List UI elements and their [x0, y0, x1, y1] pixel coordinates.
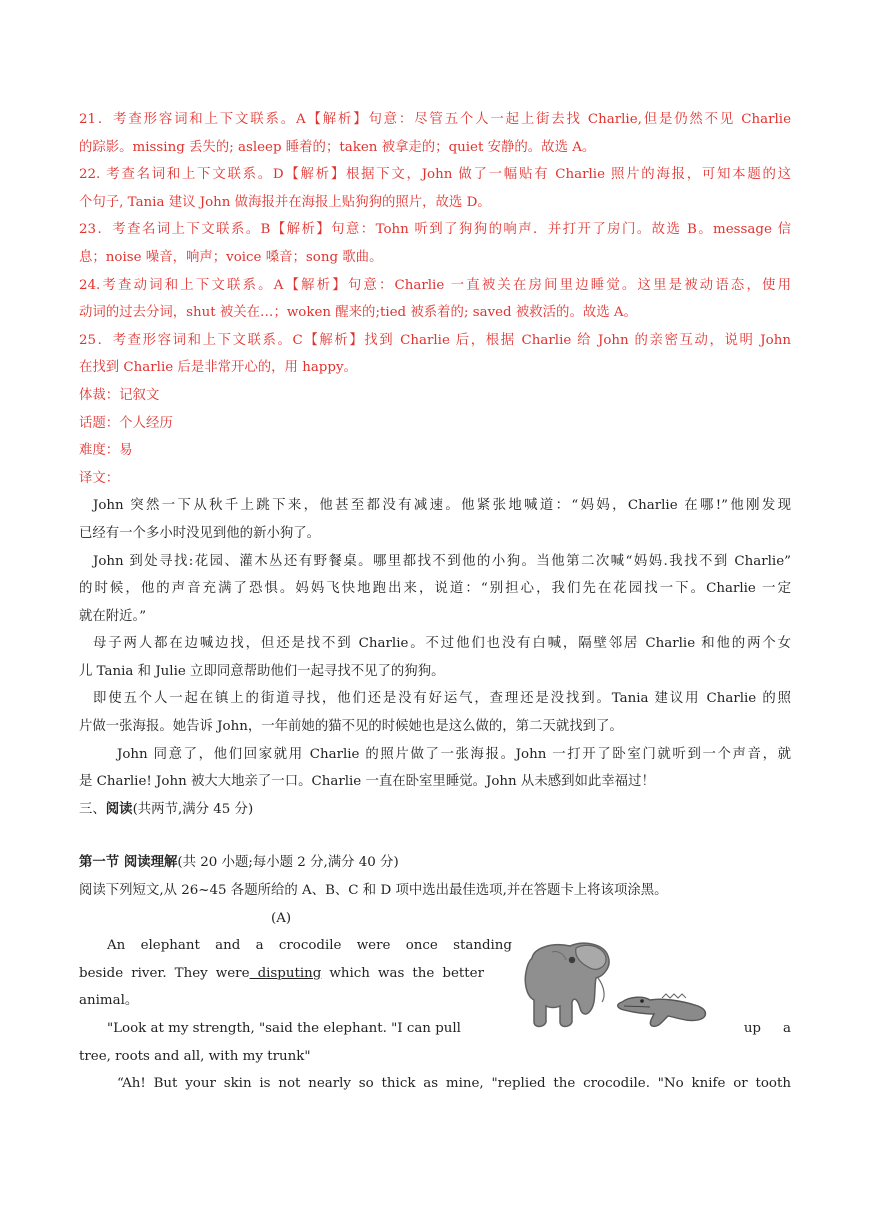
passage-label: (A)	[271, 910, 292, 926]
translation-p5-line2: 是 Charlie! John 被大大地亲了一口。Charlie 一直在卧室里睡觉。John 从未感到如此幸福过！	[79, 774, 655, 790]
translation-p2-line2: 的时候，他的声音充满了恐惧。妈妈飞快地跑出来，说道：“别担心，我们先在花园找一下。Charlie 一定	[79, 581, 791, 597]
translation-p1-line2: 已经有一个多小时没见到他的新小狗了。	[79, 525, 321, 541]
section-one-title: 第一节 阅读理解	[79, 854, 178, 871]
section-one-note: (共 20 小题;每小题 2 分,满分 40 分)	[177, 855, 399, 871]
explanation-21-line2: 的踪影。missing 丢失的; asleep 睡着的；taken 被拿走的；quiet 安静的。故选 A。	[79, 139, 596, 155]
passage-p1-line3: animal。	[79, 993, 139, 1009]
explanation-22-line1: 22. 考查名词和上下文联系。D【解析】根据下文，John 做了一幅贴有 Charlie 照片的海报，可知本题的这	[79, 167, 791, 183]
translation-p4-line2: 片做一张海报。她告诉 John，一年前她的猫不见的时候她也是这么做的，第二天就找到了。	[79, 719, 623, 735]
explanation-25-line1: 25．考查形容词和上下文联系。C【解析】找到 Charlie 后，根据 Charlie 给 John 的亲密互动，说明 John	[79, 332, 791, 348]
section-one-heading	[79, 849, 791, 877]
translation-text	[79, 492, 791, 796]
translation-p2-line1: John 到处寻找:花园、灌木丛还有野餐桌。哪里都找不到他的小狗。当他第二次喊“妈妈.我找不到 Charlie”	[93, 553, 791, 569]
section-three-heading	[79, 796, 791, 824]
explanation-25-line2: 在找到 Charlie 后是非常开心的，用 happy。	[79, 360, 357, 376]
section-three-prefix: 三、	[79, 801, 106, 817]
translation-p4-line1: 即使五个人一起在镇上的街道寻找，他们还是没有好运气，查理还是没找到。Tania 建议用 Charlie 的照	[93, 691, 791, 707]
section-three-title: 阅读	[105, 800, 133, 817]
passage-p2-word-a: a	[783, 1021, 791, 1036]
translation-p5-line1: John 同意了，他们回家就用 Charlie 的照片做了一张海报。John 一打开了卧室门就听到一个声音，就	[117, 746, 791, 762]
passage-p1-line2-end: which was the better	[321, 965, 484, 981]
answer-explanations	[79, 106, 791, 382]
genre-label: 体裁：记叙文	[79, 387, 160, 403]
disputing-underlined-word: disputing	[249, 965, 322, 981]
translation-p1-line1: John 突然一下从秋千上跳下来，他甚至都没有减速。他紧张地喊道：“妈妈，Charlie 在哪!”他刚发现	[93, 498, 791, 514]
explanation-24-line1: 24.考查动词和上下文联系。A【解析】句意：Charlie 一直被关在房间里边睡觉。这里是被动语态，使用	[79, 277, 791, 293]
elephant-crocodile-illustration	[512, 930, 712, 1040]
translation-p3-line1: 母子两人都在边喊边找，但还是找不到 Charlie。不过他们也没有白喊，隔壁邻居 Charlie 和他的两个女	[93, 636, 791, 652]
passage-p2-line1-start: "Look at my strength, "said the elephant. "I can pull	[107, 1021, 461, 1036]
explanation-21-line1: 21．考查形容词和上下文联系。A【解析】句意：尽管五个人一起上街去找 Charlie,但是仍然不见 Charlie	[79, 112, 791, 127]
elephant-icon	[525, 943, 609, 1026]
explanation-23-line2: 息；noise 噪音，响声；voice 嗓音；song 歌曲。	[79, 249, 383, 265]
passage-p2-line2: tree, roots and all, with my trunk"	[79, 1048, 311, 1064]
passage-meta	[79, 382, 791, 492]
translation-label: 译文：	[79, 470, 120, 486]
explanation-24-line2: 动词的过去分词，shut 被关在…；woken 醒来的;tied 被系着的; saved 被救活的。故选 A。	[79, 305, 637, 321]
passage-p1-line1: An elephant and a crocodile were once standing	[107, 938, 512, 954]
translation-p3-line2: 儿 Tania 和 Julie 立即同意帮助他们一起寻找不见了的狗狗。	[79, 663, 445, 679]
difficulty-label: 难度：易	[79, 443, 133, 459]
explanation-23-line1: 23．考查名词上下文联系。B【解析】句意：Tohn 听到了狗狗的响声．并打开了房门。故选 B。message 信	[79, 222, 791, 238]
section-three-note: (共两节,满分 45 分)	[132, 801, 254, 817]
translation-p2-line3: 就在附近。”	[79, 608, 147, 624]
passage-p3-line1: “Ah! But your skin is not nearly so thick as mine, "replied the crocodile. "No knife or tooth	[117, 1076, 791, 1092]
crocodile-icon	[618, 994, 706, 1026]
topic-label: 话题：个人经历	[79, 415, 173, 431]
passage-p1-line2	[79, 960, 484, 988]
passage-p2-word-up: up	[743, 1021, 762, 1036]
passage-p1-line2-start: beside river. They were	[79, 965, 250, 981]
reading-instruction: 阅读下列短文,从 26~45 各题所给的 A、B、C 和 D 项中选出最佳选项,并在答题卡上将该项涂黑。	[79, 883, 668, 899]
explanation-22-line2: 个句子, Tania 建议 John 做海报并在海报上贴狗狗的照片，故选 D。	[79, 194, 491, 210]
